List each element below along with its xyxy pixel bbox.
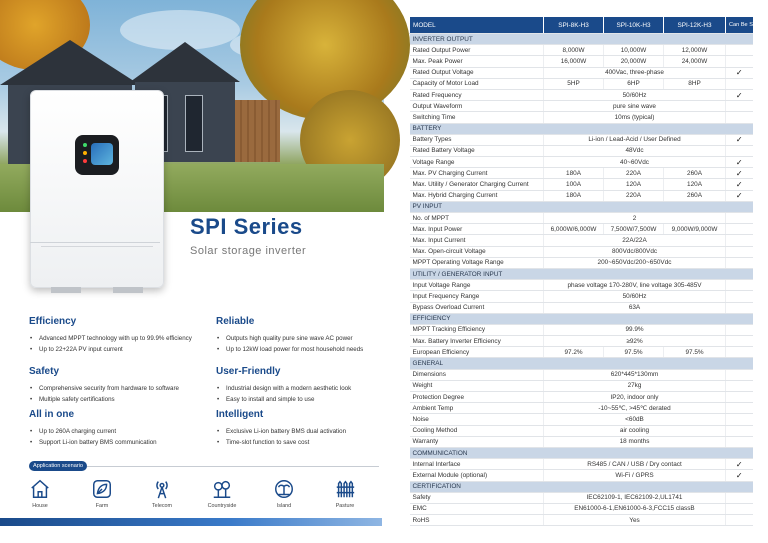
section-label: UTILITY / GENERATOR INPUT <box>410 268 753 279</box>
section-row <box>410 34 753 45</box>
section-row <box>410 358 753 369</box>
parameter-cell: Rated Output Power <box>410 45 544 56</box>
trees-icon <box>211 478 233 500</box>
can-be-set-cell <box>726 78 753 89</box>
can-be-set-cell <box>726 403 753 414</box>
app-item-label: Pasture <box>335 503 355 509</box>
table-row <box>410 347 753 358</box>
column-header: Can Be Set <box>726 17 753 34</box>
table-row <box>410 246 753 257</box>
feature-item: • Multiple safety certifications <box>29 394 219 405</box>
parameter-cell: Rated Frequency <box>410 89 544 100</box>
table-row <box>410 403 753 414</box>
can-be-set-cell <box>726 257 753 268</box>
value-cell: ≥92% <box>544 336 726 347</box>
footer-bar <box>0 518 382 526</box>
parameter-cell: No. of MPPT <box>410 213 544 224</box>
column-header: SPI-8K-H3 <box>544 17 604 34</box>
value-cell: EN61000-6-1,EN61000-6-3,FCC15 classB <box>544 503 726 514</box>
parameter-cell: Bypass Overload Current <box>410 302 544 313</box>
feature-item: • Up to 12kW load power for most household needs <box>216 344 406 355</box>
table-row <box>410 257 753 268</box>
value-cell: 6,000W/6,000W <box>544 224 604 235</box>
feature-item: • Easy to install and simple to use <box>216 394 406 405</box>
can-be-set-cell <box>726 145 753 156</box>
leaf-icon <box>91 478 113 500</box>
parameter-cell: Max. Battery Inverter Efficiency <box>410 336 544 347</box>
can-be-set-cell <box>726 336 753 347</box>
table-row <box>410 67 753 78</box>
value-cell: 63A <box>544 302 726 313</box>
table-row <box>410 492 753 503</box>
section-label: EFFICIENCY <box>410 313 753 324</box>
app-item-label: Island <box>276 503 292 509</box>
parameter-cell: Weight <box>410 380 544 391</box>
value-cell: 220A <box>604 168 664 179</box>
feature-item: • Exclusive Li-ion battery BMS dual activation <box>216 426 406 437</box>
can-be-set-check-icon: ✓ <box>726 459 753 470</box>
can-be-set-check-icon: ✓ <box>726 168 753 179</box>
value-cell: <60dB <box>544 414 726 425</box>
value-cell: 5HP <box>544 78 604 89</box>
can-be-set-cell <box>726 213 753 224</box>
app-item-island <box>259 478 309 509</box>
value-cell: 97.2% <box>544 347 604 358</box>
value-cell: 9,000W/9,000W <box>664 224 726 235</box>
value-cell: 40~60Vdc <box>544 157 726 168</box>
value-cell: RS485 / CAN / USB / Dry contact <box>544 459 726 470</box>
can-be-set-cell <box>726 425 753 436</box>
parameter-cell: Max. Input Current <box>410 235 544 246</box>
value-cell: -10~55℃, >45℃ derated <box>544 403 726 414</box>
parameter-cell: Cooling Method <box>410 425 544 436</box>
table-row <box>410 369 753 380</box>
feature-title: User-Friendly <box>216 366 281 377</box>
column-header: SPI-12K-H3 <box>664 17 726 34</box>
section-label: PV INPUT <box>410 201 753 212</box>
section-row <box>410 481 753 492</box>
feature-title: Efficiency <box>29 316 77 327</box>
inverter-display <box>75 135 119 175</box>
table-row <box>410 235 753 246</box>
table-row <box>410 224 753 235</box>
table-row <box>410 134 753 145</box>
value-cell: pure sine wave <box>544 101 726 112</box>
parameter-cell: Input Frequency Range <box>410 291 544 302</box>
table-row <box>410 56 753 67</box>
feature-title: All in one <box>29 409 74 420</box>
app-item-countryside <box>197 478 247 509</box>
table-row <box>410 503 753 514</box>
can-be-set-check-icon: ✓ <box>726 190 753 201</box>
app-item-house <box>15 478 65 509</box>
can-be-set-check-icon: ✓ <box>726 134 753 145</box>
table-header-row <box>410 17 753 34</box>
parameter-cell: Max. Hybrid Charging Current <box>410 190 544 201</box>
can-be-set-cell <box>726 224 753 235</box>
value-cell: 48Vdc <box>544 145 726 156</box>
series-title: SPI Series <box>190 214 303 239</box>
can-be-set-cell <box>726 347 753 358</box>
value-cell: 260A <box>664 190 726 201</box>
parameter-cell: Input Voltage Range <box>410 280 544 291</box>
table-row <box>410 515 753 526</box>
section-label: GENERAL <box>410 358 753 369</box>
value-cell: 20,000W <box>604 56 664 67</box>
app-item-farm <box>77 478 127 509</box>
value-cell: 10ms (typical) <box>544 112 726 123</box>
value-cell: 260A <box>664 168 726 179</box>
parameter-cell: Max. Input Power <box>410 224 544 235</box>
parameter-cell: RoHS <box>410 515 544 526</box>
can-be-set-check-icon: ✓ <box>726 157 753 168</box>
feature-reliable <box>216 316 406 355</box>
parameter-cell: Protection Degree <box>410 392 544 403</box>
value-cell: 99.9% <box>544 324 726 335</box>
section-label: INVERTER OUTPUT <box>410 34 753 45</box>
value-cell: 97.5% <box>664 347 726 358</box>
can-be-set-cell <box>726 112 753 123</box>
value-cell: 620*445*130mm <box>544 369 726 380</box>
can-be-set-cell <box>726 235 753 246</box>
value-cell: 97.5% <box>604 347 664 358</box>
can-be-set-check-icon: ✓ <box>726 67 753 78</box>
value-cell: 10,000W <box>604 45 664 56</box>
table-row <box>410 213 753 224</box>
app-item-pasture <box>320 478 370 509</box>
parameter-cell: EMC <box>410 503 544 514</box>
section-row <box>410 447 753 458</box>
feature-safety <box>29 366 219 405</box>
parameter-cell: Voltage Range <box>410 157 544 168</box>
table-row <box>410 380 753 391</box>
application-scenario-label: Application scenario <box>29 461 87 471</box>
parameter-cell: External Module (optional) <box>410 470 544 481</box>
parameter-cell: Max. Peak Power <box>410 56 544 67</box>
value-cell: Wi-Fi / GPRS <box>544 470 726 481</box>
divider <box>87 466 379 467</box>
table-row <box>410 470 753 481</box>
island-icon <box>273 478 295 500</box>
parameter-cell: Max. PV Charging Current <box>410 168 544 179</box>
section-row <box>410 313 753 324</box>
can-be-set-cell <box>726 369 753 380</box>
feature-item: • Industrial design with a modern aesthetic look <box>216 383 406 394</box>
feature-title: Reliable <box>216 316 255 327</box>
app-item-label: House <box>32 503 48 509</box>
table-row <box>410 436 753 447</box>
value-cell: 50/60Hz <box>544 89 726 100</box>
can-be-set-check-icon: ✓ <box>726 179 753 190</box>
parameter-cell: Warranty <box>410 436 544 447</box>
table-row <box>410 291 753 302</box>
value-cell: 800Vdc/800Vdc <box>544 246 726 257</box>
value-cell: 50/60Hz <box>544 291 726 302</box>
value-cell: 180A <box>544 168 604 179</box>
app-item-label: Countryside <box>207 503 237 509</box>
feature-item: • Time-slot function to save cost <box>216 437 406 448</box>
value-cell: 24,000W <box>664 56 726 67</box>
section-label: COMMUNICATION <box>410 447 753 458</box>
table-row <box>410 45 753 56</box>
parameter-cell: Internal Interface <box>410 459 544 470</box>
parameter-cell: Max. Utility / Generator Charging Current <box>410 179 544 190</box>
application-icons <box>22 478 382 514</box>
series-subtitle: Solar storage inverter <box>190 245 307 257</box>
feature-item: • Comprehensive security from hardware to software <box>29 383 219 394</box>
feature-user-friendly <box>216 366 406 405</box>
table-row <box>410 101 753 112</box>
feature-intelligent <box>216 409 406 448</box>
value-cell: 18 months <box>544 436 726 447</box>
value-cell: 120A <box>664 179 726 190</box>
table-row <box>410 78 753 89</box>
feature-item: • Up to 22+22A PV input current <box>29 344 219 355</box>
section-label: BATTERY <box>410 123 753 134</box>
parameter-cell: Ambient Temp <box>410 403 544 414</box>
feature-all-in-one <box>29 409 219 448</box>
column-header: SPI-10K-H3 <box>604 17 664 34</box>
value-cell: 400Vac, three-phase <box>544 67 726 78</box>
value-cell: 200~650Vdc/200~650Vdc <box>544 257 726 268</box>
fence-icon <box>334 478 356 500</box>
inverter-product-image <box>30 90 164 288</box>
parameter-cell: European Efficiency <box>410 347 544 358</box>
parameter-cell: Rated Battery Voltage <box>410 145 544 156</box>
value-cell: IP20, indoor only <box>544 392 726 403</box>
can-be-set-cell <box>726 56 753 67</box>
value-cell: 8HP <box>664 78 726 89</box>
house-icon <box>29 478 51 500</box>
parameter-cell: Switching Time <box>410 112 544 123</box>
section-row <box>410 123 753 134</box>
value-cell: Yes <box>544 515 726 526</box>
value-cell: 2 <box>544 213 726 224</box>
feature-efficiency <box>29 316 219 355</box>
parameter-cell: Capacity of Motor Load <box>410 78 544 89</box>
table-row <box>410 425 753 436</box>
feature-item: • Support Li-ion battery BMS communication <box>29 437 219 448</box>
table-row <box>410 392 753 403</box>
section-row <box>410 201 753 212</box>
value-cell: air cooling <box>544 425 726 436</box>
value-cell: phase voltage 170-280V, line voltage 305-485V <box>544 280 726 291</box>
can-be-set-check-icon: ✓ <box>726 89 753 100</box>
table-row <box>410 280 753 291</box>
can-be-set-cell <box>726 492 753 503</box>
can-be-set-cell <box>726 515 753 526</box>
can-be-set-cell <box>726 45 753 56</box>
value-cell: IEC62109-1, IEC62109-2,UL1741 <box>544 492 726 503</box>
antenna-icon <box>151 478 173 500</box>
can-be-set-cell <box>726 436 753 447</box>
can-be-set-cell <box>726 302 753 313</box>
table-row <box>410 89 753 100</box>
app-item-label: Farm <box>95 503 109 509</box>
value-cell: 27kg <box>544 380 726 391</box>
app-item-telecom <box>137 478 187 509</box>
divider <box>30 242 160 243</box>
parameter-cell: Dimensions <box>410 369 544 380</box>
value-cell: 22A/22A <box>544 235 726 246</box>
table-row <box>410 179 753 190</box>
feature-item: • Outputs high quality pure sine wave AC power <box>216 333 406 344</box>
can-be-set-cell <box>726 280 753 291</box>
column-header: MODEL <box>410 17 544 34</box>
can-be-set-check-icon: ✓ <box>726 470 753 481</box>
table-row <box>410 168 753 179</box>
value-cell: 180A <box>544 190 604 201</box>
table-row <box>410 459 753 470</box>
table-row <box>410 414 753 425</box>
table-row <box>410 190 753 201</box>
can-be-set-cell <box>726 392 753 403</box>
value-cell: 6HP <box>604 78 664 89</box>
value-cell: 100A <box>544 179 604 190</box>
can-be-set-cell <box>726 414 753 425</box>
value-cell: 12,000W <box>664 45 726 56</box>
feature-title: Safety <box>29 366 60 377</box>
value-cell: 220A <box>604 190 664 201</box>
parameter-cell: Noise <box>410 414 544 425</box>
spec-table <box>409 17 758 526</box>
table-row <box>410 145 753 156</box>
section-label: CERTIFICATION <box>410 481 753 492</box>
parameter-cell: MPPT Operating Voltage Range <box>410 257 544 268</box>
table-row <box>410 157 753 168</box>
can-be-set-cell <box>726 380 753 391</box>
value-cell: 120A <box>604 179 664 190</box>
parameter-cell: MPPT Tracking Efficiency <box>410 324 544 335</box>
parameter-cell: Max. Open-circuit Voltage <box>410 246 544 257</box>
parameter-cell: Rated Output Voltage <box>410 67 544 78</box>
parameter-cell: Output Waveform <box>410 101 544 112</box>
table-row <box>410 112 753 123</box>
value-cell: 8,000W <box>544 45 604 56</box>
table-row <box>410 336 753 347</box>
parameter-cell: Battery Types <box>410 134 544 145</box>
table-row <box>410 302 753 313</box>
feature-title: Intelligent <box>216 409 264 420</box>
feature-item: • Advanced MPPT technology with up to 99.9% efficiency <box>29 333 219 344</box>
section-row <box>410 268 753 279</box>
can-be-set-cell <box>726 503 753 514</box>
spec-table-body <box>410 34 753 526</box>
parameter-cell: Safety <box>410 492 544 503</box>
can-be-set-cell <box>726 291 753 302</box>
table-row <box>410 324 753 335</box>
can-be-set-cell <box>726 101 753 112</box>
value-cell: Li-ion / Lead-Acid / User Defined <box>544 134 726 145</box>
value-cell: 16,000W <box>544 56 604 67</box>
app-item-label: Telecom <box>151 503 173 509</box>
can-be-set-cell <box>726 246 753 257</box>
value-cell: 7,500W/7,500W <box>604 224 664 235</box>
feature-item: • Up to 260A charging current <box>29 426 219 437</box>
can-be-set-cell <box>726 324 753 335</box>
